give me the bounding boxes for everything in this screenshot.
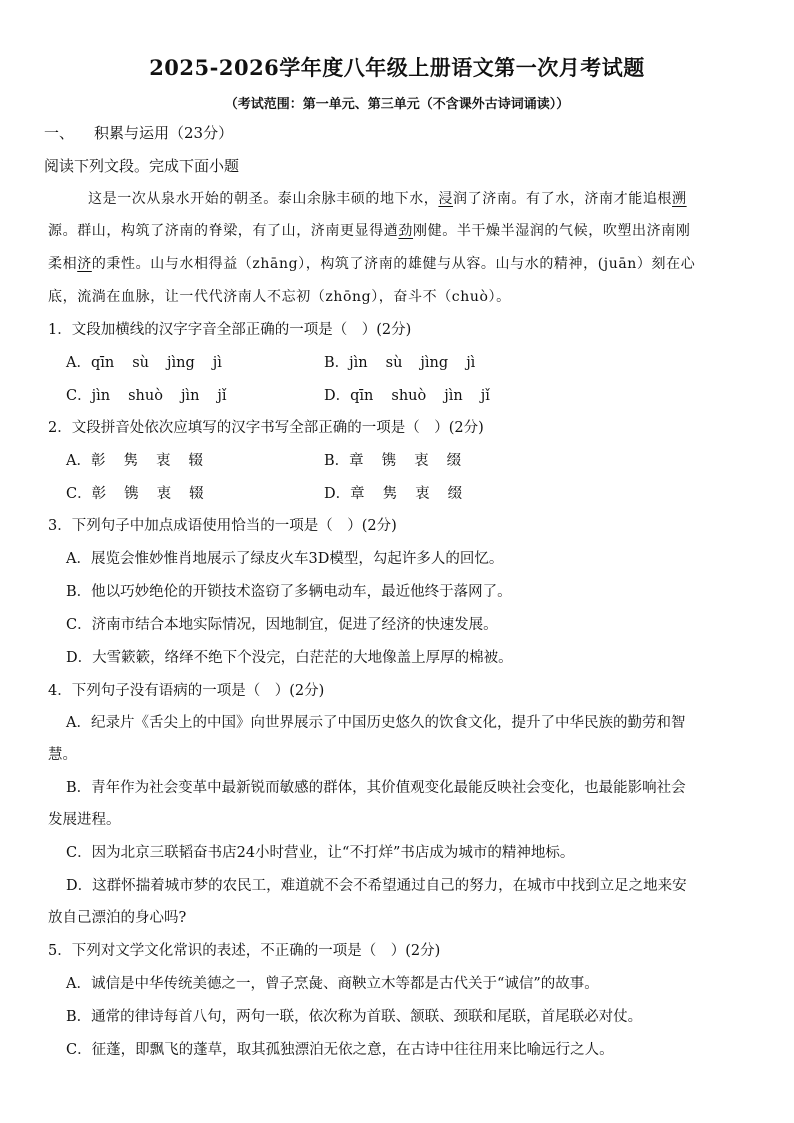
underlined-char: 浸 [438,191,454,207]
passage-line-3: 柔相济的秉性。山与水相得益（zhāng），构筑了济南的雄健与从容。山与水的精神，(juān）刻在心 [48,256,696,272]
question-5-stem: 5．下列对文学文化常识的表述，不正确的一项是（ ）(2分) [48,943,441,959]
exam-scope: （考试范围：第一单元、第三单元（不含课外古诗词诵读）） [224,97,570,112]
q4-option-d-cont: 放自己漂泊的身心吗? [48,910,187,926]
underlined-char: 溯 [672,191,687,207]
q5-option-b[interactable]: B．通常的律诗每首八句，两句一联，依次称为首联、颔联、颈联和尾联，首尾联必对仗。 [66,1009,643,1025]
reading-intro: 阅读下列文段。完成下面小题 [44,157,240,175]
q3-option-c[interactable]: C．济南市结合本地实际情况，因地制宜，促进了经济的快速发展。 [66,617,498,633]
q1-option-b[interactable]: B．jìn sù jìng jì [324,355,476,371]
section-heading [44,123,233,143]
q3-option-a[interactable]: A．展览会惟妙惟肖地展示了绿皮火车3D模型，勾起许多人的回忆。 [66,551,504,567]
q4-option-a-cont: 慧。 [48,747,77,763]
question-1-stem: 1．文段加横线的汉字字音全部正确的一项是（ ）(2分) [48,322,412,338]
q3-option-b[interactable]: B．他以巧妙绝伦的开锁技术盗窃了多辆电动车，最近他终于落网了。 [66,584,512,600]
q4-option-b[interactable]: B．青年作为社会变革中最新锐而敏感的群体，其价值观变化最能反映社会变化，也最能影响社会 [66,780,686,796]
passage-line-2: 源。群山，构筑了济南的脊梁，有了山，济南更显得遒劲刚健。半干燥半湿润的气候，吹塑出济南刚 [48,223,691,239]
passage-line-1: 这是一次从泉水开始的朝圣。泰山余脉丰硕的地下水，浸润了济南。有了水，济南才能追根溯 [88,191,687,207]
q1-option-d[interactable]: D．qīn shuò jìn jǐ [324,388,490,404]
q5-option-c[interactable]: C．征蓬，即飘飞的蓬草，取其孤独漂泊无依之意，在古诗中往往用来比喻远行之人。 [66,1042,614,1058]
q4-option-b-cont: 发展进程。 [48,812,121,828]
q4-option-a[interactable]: A．纪录片《舌尖上的中国》向世界展示了中国历史悠久的饮食文化，提升了中华民族的勤劳和智 [66,715,686,731]
q2-option-c[interactable]: C．彰 镌 衷 辍 [66,486,204,502]
q2-option-b[interactable]: B．章 镌 衷 缀 [324,453,462,469]
question-4-stem: 4．下列句子没有语病的一项是（ ）(2分) [48,683,325,699]
question-2-stem: 2．文段拼音处依次应填写的汉字书写全部正确的一项是（ ）(2分) [48,420,484,436]
section-label: 积累与运用（23分） [94,124,234,142]
q4-option-d[interactable]: D．这群怀揣着城市梦的农民工，难道就不会不希望通过自己的努力，在城市中找到立足之地来安 [66,878,687,894]
underlined-char: 劲 [398,223,414,239]
section-number: 一、 [44,124,75,142]
q5-option-a[interactable]: A．诚信是中华传统美德之一，曾子烹彘、商鞅立木等都是古代关于“诚信”的故事。 [66,976,599,992]
q4-option-c[interactable]: C．因为北京三联韬奋书店24小时营业，让“不打烊”书店成为城市的精神地标。 [66,845,575,861]
passage-line-4: 底，流淌在血脉，让一代代济南人不忘初（zhōng），奋斗不（chuò）。 [48,289,511,305]
underlined-char: 济 [77,256,92,272]
q2-option-a[interactable]: A．彰 隽 衷 辍 [66,453,203,469]
question-3-stem: 3．下列句子中加点成语使用恰当的一项是（ ）(2分) [48,518,397,534]
q1-option-c[interactable]: C．jìn shuò jìn jǐ [66,388,227,404]
exam-title: 2025-2026学年度八年级上册语文第一次月考试题 [149,55,645,80]
q1-option-a[interactable]: A．qīn sù jìng jì [66,355,222,371]
q2-option-d[interactable]: D．章 隽 衷 缀 [324,486,463,502]
q3-option-d[interactable]: D．大雪簌簌，络绎不绝下个没完，白茫茫的大地像盖上厚厚的棉被。 [66,650,513,666]
